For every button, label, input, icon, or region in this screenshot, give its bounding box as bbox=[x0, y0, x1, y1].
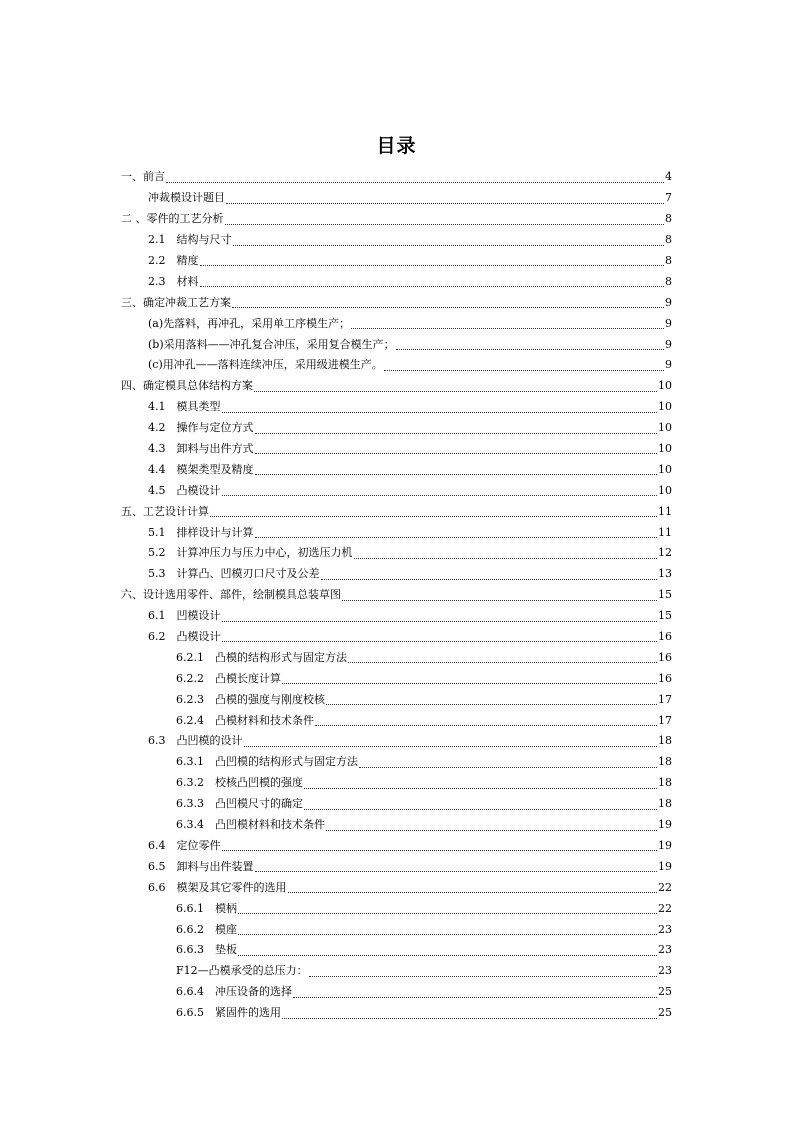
toc-entry[interactable] bbox=[0, 209, 793, 230]
toc-entry-page-number: 12 bbox=[658, 546, 672, 560]
toc-entry[interactable] bbox=[0, 397, 793, 418]
dot-leader bbox=[282, 1017, 657, 1019]
toc-entry[interactable] bbox=[0, 982, 793, 1003]
toc-entry-page-number: 8 bbox=[665, 254, 672, 267]
toc-entry-page-number: 25 bbox=[658, 1006, 672, 1020]
toc-entry-page-number: 10 bbox=[658, 462, 672, 476]
toc-entry[interactable] bbox=[0, 167, 793, 188]
toc-entry[interactable] bbox=[0, 877, 793, 898]
toc-entry-title: 6.6.4 冲压设备的选择 bbox=[176, 985, 292, 999]
toc-entry-title: 6.6.3 垫板 bbox=[176, 943, 237, 957]
toc-entry[interactable] bbox=[0, 940, 793, 961]
toc-entry-title: 6.6.2 模座 bbox=[176, 922, 237, 936]
toc-entry-title: 6.2.2 凸模长度计算 bbox=[176, 671, 281, 685]
toc-entry-page-number: 23 bbox=[658, 922, 672, 936]
toc-entry-title: 冲裁模设计题目 bbox=[148, 191, 225, 205]
toc-entry[interactable] bbox=[0, 271, 793, 292]
toc-entry[interactable] bbox=[0, 794, 793, 815]
dot-leader bbox=[309, 975, 657, 977]
toc-entry[interactable] bbox=[0, 313, 793, 334]
toc-entry-page-number: 23 bbox=[658, 943, 672, 957]
toc-entry-page-number: 10 bbox=[658, 483, 672, 497]
toc-entry-page-number: 22 bbox=[658, 880, 672, 894]
toc-entry-title: (a)先落料，再冲孔，采用单工序模生产； bbox=[148, 316, 351, 330]
dot-leader bbox=[222, 640, 658, 642]
dot-leader bbox=[304, 787, 657, 789]
toc-entry[interactable] bbox=[0, 585, 793, 606]
dot-leader bbox=[254, 390, 657, 392]
toc-entry-page-number: 19 bbox=[658, 859, 672, 873]
dot-leader bbox=[315, 724, 657, 726]
dot-leader bbox=[351, 327, 664, 329]
dot-leader bbox=[293, 996, 657, 998]
toc-entry[interactable] bbox=[0, 815, 793, 836]
toc-entry[interactable] bbox=[0, 230, 793, 251]
toc-entry-page-number: 7 bbox=[665, 191, 672, 205]
dot-leader bbox=[255, 452, 658, 454]
toc-entry-title: 5.1 排样设计与计算 bbox=[148, 525, 254, 539]
table-of-contents bbox=[0, 167, 793, 1024]
toc-entry-title: 二 、零件的工艺分析 bbox=[121, 212, 224, 226]
toc-entry[interactable] bbox=[0, 668, 793, 689]
dot-leader bbox=[255, 432, 658, 434]
toc-entry-page-number: 18 bbox=[658, 776, 672, 790]
toc-entry-page-number: 9 bbox=[665, 295, 672, 309]
toc-entry-page-number: 8 bbox=[665, 212, 672, 226]
toc-entry[interactable] bbox=[0, 836, 793, 857]
toc-entry-page-number: 17 bbox=[658, 713, 672, 727]
toc-entry-title: 一、前言 bbox=[121, 170, 165, 184]
toc-entry-page-number: 16 bbox=[658, 671, 672, 685]
toc-entry-title: (c)用冲孔——落料连续冲压，采用级进模生产。 bbox=[148, 358, 383, 372]
dot-leader bbox=[255, 870, 658, 872]
toc-entry-title: 6.1 凹模设计 bbox=[148, 609, 221, 623]
dot-leader bbox=[226, 202, 664, 204]
dot-leader bbox=[359, 766, 657, 768]
toc-entry-page-number: 18 bbox=[658, 755, 672, 769]
dot-leader bbox=[321, 578, 658, 580]
toc-entry[interactable] bbox=[0, 710, 793, 731]
toc-entry-page-number: 15 bbox=[658, 609, 672, 623]
toc-entry-page-number: 22 bbox=[658, 901, 672, 915]
dot-leader bbox=[304, 808, 657, 810]
toc-entry[interactable] bbox=[0, 647, 793, 668]
dot-leader bbox=[238, 954, 657, 956]
dot-leader bbox=[282, 682, 657, 684]
toc-entry-title: 2.3 材料 bbox=[148, 274, 199, 288]
toc-entry[interactable] bbox=[0, 334, 793, 355]
toc-entry-page-number: 19 bbox=[658, 838, 672, 852]
toc-entry[interactable] bbox=[0, 439, 793, 460]
toc-entry-title: 6.3.4 凸凹模材料和技术条件 bbox=[176, 818, 325, 832]
dot-leader bbox=[354, 557, 658, 559]
toc-entry[interactable] bbox=[0, 856, 793, 877]
toc-entry-title: 6.4 定位零件 bbox=[148, 838, 221, 852]
toc-entry-title: 6.3.3 凸凹模尺寸的确定 bbox=[176, 797, 303, 811]
dot-leader bbox=[326, 829, 657, 831]
toc-entry-page-number: 10 bbox=[658, 421, 672, 435]
toc-entry-title: 6.2.4 凸模材料和技术条件 bbox=[176, 713, 314, 727]
dot-leader bbox=[222, 494, 658, 496]
toc-entry-title: 4.1 模具类型 bbox=[148, 400, 221, 414]
toc-entry-title: 6.3.1 凸凹模的结构形式与固定方法 bbox=[176, 755, 358, 769]
toc-entry-title: 6.6 模架及其它零件的选用 bbox=[148, 880, 287, 894]
toc-entry[interactable] bbox=[0, 689, 793, 710]
toc-entry[interactable] bbox=[0, 292, 793, 313]
toc-entry-page-number: 18 bbox=[658, 797, 672, 811]
dot-leader bbox=[200, 285, 665, 287]
toc-entry[interactable] bbox=[0, 752, 793, 773]
toc-entry-title: F12—凸模承受的总压力： bbox=[176, 964, 308, 978]
toc-entry-page-number: 9 bbox=[665, 337, 672, 351]
toc-entry[interactable] bbox=[0, 418, 793, 439]
toc-entry[interactable] bbox=[0, 501, 793, 522]
toc-entry[interactable] bbox=[0, 480, 793, 501]
dot-leader bbox=[244, 745, 658, 747]
toc-entry[interactable] bbox=[0, 522, 793, 543]
toc-entry[interactable] bbox=[0, 773, 793, 794]
toc-entry-title: 6.3.2 校核凸凹模的强度 bbox=[176, 776, 303, 790]
toc-entry-title: 6.5 卸料与出件装置 bbox=[148, 859, 254, 873]
toc-entry-page-number: 23 bbox=[658, 964, 672, 978]
toc-entry-page-number: 16 bbox=[658, 630, 672, 644]
toc-entry-title: 四、确定模具总体结构方案 bbox=[121, 379, 253, 393]
dot-leader bbox=[384, 369, 664, 371]
toc-entry-title: 4.2 操作与定位方式 bbox=[148, 421, 254, 435]
toc-entry-title: 五、工艺设计计算 bbox=[121, 504, 209, 518]
dot-leader bbox=[238, 912, 657, 914]
toc-entry-title: 4.5 凸模设计 bbox=[148, 483, 221, 497]
toc-entry[interactable] bbox=[0, 919, 793, 940]
toc-entry-title: 六、设计选用零件、部件，绘制模具总装草图 bbox=[121, 588, 341, 602]
toc-entry[interactable] bbox=[0, 459, 793, 480]
toc-entry-page-number: 11 bbox=[658, 504, 672, 518]
toc-entry-page-number: 11 bbox=[658, 525, 672, 539]
toc-entry-page-number: 10 bbox=[658, 442, 672, 456]
toc-entry-page-number: 15 bbox=[658, 588, 672, 602]
toc-entry-title: 2.2 精度 bbox=[148, 254, 199, 267]
toc-entry[interactable] bbox=[0, 898, 793, 919]
toc-entry[interactable] bbox=[0, 606, 793, 627]
toc-entry-title: 6.6.5 紧固件的选用 bbox=[176, 1006, 281, 1020]
toc-entry-title: 6.6.1 模柄 bbox=[176, 901, 237, 915]
toc-entry[interactable] bbox=[0, 251, 793, 272]
dot-leader bbox=[233, 244, 665, 246]
dot-leader bbox=[200, 264, 665, 266]
dot-leader bbox=[238, 933, 657, 935]
toc-entry-title: 4.4 模架类型及精度 bbox=[148, 462, 254, 476]
toc-title: 目录 bbox=[376, 135, 417, 157]
toc-entry-title: 5.2 计算冲压力与压力中心，初选压力机 bbox=[148, 546, 353, 560]
dot-leader bbox=[326, 703, 657, 705]
toc-entry-page-number: 25 bbox=[658, 985, 672, 999]
toc-entry-title: 6.2.3 凸模的强度与刚度校核 bbox=[176, 692, 325, 706]
toc-entry[interactable] bbox=[0, 376, 793, 397]
toc-entry-page-number: 4 bbox=[665, 170, 672, 184]
dot-leader bbox=[210, 515, 657, 517]
toc-entry[interactable] bbox=[0, 961, 793, 982]
toc-entry[interactable] bbox=[0, 1003, 793, 1024]
toc-entry-page-number: 8 bbox=[665, 274, 672, 288]
toc-entry-page-number: 10 bbox=[658, 379, 672, 393]
toc-entry-page-number: 13 bbox=[658, 567, 672, 581]
toc-entry-page-number: 19 bbox=[658, 818, 672, 832]
toc-entry-page-number: 18 bbox=[658, 734, 672, 748]
toc-entry-page-number: 10 bbox=[658, 400, 672, 414]
toc-entry-page-number: 9 bbox=[665, 358, 672, 372]
dot-leader bbox=[348, 661, 657, 663]
dot-leader bbox=[225, 223, 665, 225]
dot-leader bbox=[232, 306, 664, 308]
toc-entry-title: 5.3 计算凸、凹模刃口尺寸及公差 bbox=[148, 567, 320, 581]
toc-entry[interactable] bbox=[0, 188, 793, 209]
toc-entry-title: 6.2 凸模设计 bbox=[148, 630, 221, 644]
dot-leader bbox=[288, 891, 658, 893]
dot-leader bbox=[255, 536, 658, 538]
dot-leader bbox=[166, 181, 664, 183]
toc-entry-title: 2.1 结构与尺寸 bbox=[148, 233, 232, 247]
dot-leader bbox=[255, 473, 658, 475]
toc-entry-page-number: 16 bbox=[658, 650, 672, 664]
toc-entry[interactable] bbox=[0, 627, 793, 648]
dot-leader bbox=[222, 849, 658, 851]
toc-entry[interactable] bbox=[0, 731, 793, 752]
toc-entry-page-number: 8 bbox=[665, 233, 672, 247]
toc-entry[interactable] bbox=[0, 543, 793, 564]
dot-leader bbox=[222, 411, 658, 413]
toc-entry-title: 4.3 卸料与出件方式 bbox=[148, 442, 254, 456]
toc-entry-page-number: 9 bbox=[665, 316, 672, 330]
toc-entry-title: (b)采用落料——冲孔复合冲压，采用复合模生产； bbox=[148, 337, 395, 351]
toc-entry-title: 6.2.1 凸模的结构形式与固定方法 bbox=[176, 650, 347, 664]
toc-entry-title: 6.3 凸凹模的设计 bbox=[148, 734, 243, 748]
toc-entry[interactable] bbox=[0, 355, 793, 376]
toc-entry-title: 三、确定冲裁工艺方案 bbox=[121, 295, 231, 309]
toc-entry-page-number: 17 bbox=[658, 692, 672, 706]
toc-entry[interactable] bbox=[0, 564, 793, 585]
dot-leader bbox=[222, 620, 658, 622]
dot-leader bbox=[396, 348, 664, 350]
dot-leader bbox=[342, 599, 657, 601]
